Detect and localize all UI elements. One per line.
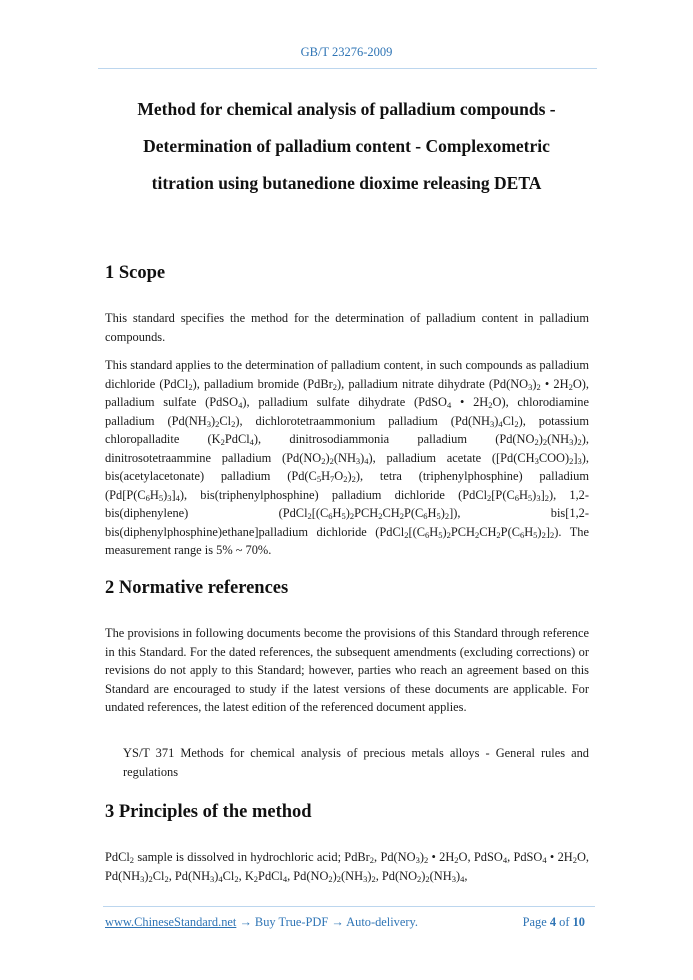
section-heading-normative-references: 2 Normative references: [105, 578, 289, 598]
title-line-2: Determination of palladium content - Complexometric: [143, 136, 550, 156]
page-label: Page: [522, 915, 547, 929]
header-divider: [98, 68, 597, 69]
title-line-1: Method for chemical analysis of palladium compounds -: [137, 99, 556, 119]
footer-promo-text: → Buy True-PDF → Auto-delivery.: [236, 915, 418, 929]
section-heading-scope: 1 Scope: [105, 263, 166, 283]
principles-paragraph: PdCl$_2$ sample is dissolved in hydrochloric acid; PdBr$_2$, $Pd(NO_3)_2$ • $2H_2O$, PdSO$_4$, PdSO$_4$ • $2H_2O$, $Pd(NH_3)_2Cl_2$, $Pd(NH_3)_4Cl_2$, $K_2PdCl_4$, $Pd(NO_2)_2(NH_3)_2$, $Pd(NO_2)_2(NH_3)_4$,: [105, 850, 590, 884]
scope-paragraph-1: This standard specifies the method for the determination of palladium content in palladium compounds.: [105, 311, 589, 344]
page-current: 4: [549, 915, 557, 929]
section-heading-principles: 3 Principles of the method: [105, 802, 312, 822]
page-total: 10: [572, 915, 585, 929]
page-of: of: [559, 915, 570, 929]
title-line-3: titration using butanedione dioxime releasing DETA: [151, 173, 542, 193]
standard-code: GB/T 23276-2009: [300, 45, 393, 59]
reference-item: YS/T 371 Methods for chemical analysis of precious metals alloys - General rules and regulations: [123, 746, 589, 779]
chinese-standard-link[interactable]: www.ChineseStandard.net: [105, 915, 237, 929]
document-title: [60, 91, 633, 202]
page-footer: [105, 915, 585, 930]
normative-references-paragraph: The provisions in following documents become the provisions of this Standard through reference in this Standard. For the dated references, the subsequent amendments (excluding corrections) or revisions do not apply to this Standard; however, parties who reach an agreement based on this Standard are encouraged to study if the latest versions of these documents are applicable. For undated references, the latest edition of the referenced document applies.: [105, 626, 589, 714]
footer-divider: [103, 906, 595, 907]
page-indicator: [523, 915, 585, 930]
scope-paragraph-2: This standard applies to the determination of palladium content, in such compounds as palladium dichloride (PdCl$_2$), palladium bromide (PdBr$_2$), palladium nitrate dihydrate ($Pd(NO_3)_2$ • $2H_2O$), palladium sulfate (PdSO$_4$), palladium sulfate dihydrate (PdSO$_4$ • $2H_2O$), chlorodiamine palladium $(Pd(NH_3)_2Cl_2)$, dichlorotetraammonium palladium $(Pd(NH_3)_4Cl_2)$, potassium chloropalladite $(K_2PdCl_4)$, dinitrosodiammonia palladium $(Pd(NO_2)_2(NH_3)_2)$, dinitrosotetraammine palladium $(Pd(NO_2)_2(NH_3)_4)$, palladium acetate $([Pd(CH_3COO)_2]_3)$, bis(acetylacetonate) palladium $(Pd(C_5H_7O_2)_2)$, tetra (triphenylphosphine) palladium $(Pd[P(C_6H_5)_3]_4)$, bis(triphenylphosphine) palladium dichloride $(PdCl_2[P(C_6H_5)_3]_2)$, 1,2-bis(diphenylene) $(PdCl_2[(C_6H_5)_2PCH_2CH_2P(C_6H_5)_2])$, bis[1,2-bis(diphenylphosphine)ethane]palladium dichloride $(PdCl_2[(C_6H_5)_2PCH_2CH_2P(C_6H_5)_2]_2)$. The measurement range is 5% ~ 70%.: [105, 358, 590, 557]
